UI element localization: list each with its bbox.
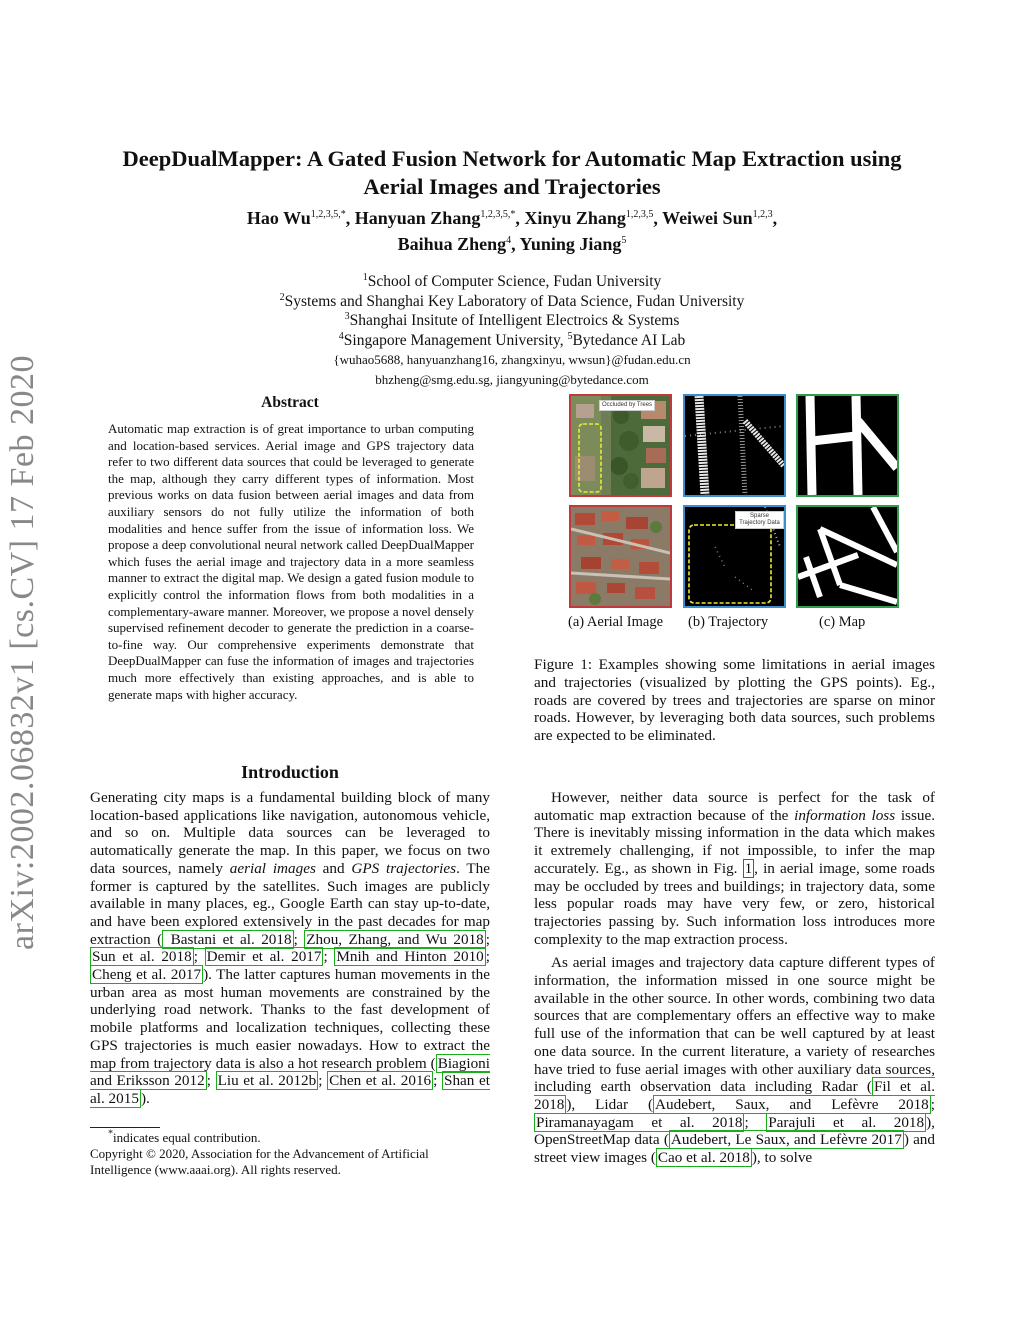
- citation-link[interactable]: Zhou, Zhang, and Wu 2018: [306, 930, 484, 948]
- citation-link[interactable]: Audebert, Le Saux, and Lefèvre 2017: [670, 1131, 902, 1149]
- citation-link[interactable]: Shan et al. 2015: [90, 1072, 490, 1107]
- paragraph: [534, 954, 935, 1166]
- citation-link[interactable]: Cheng et al. 2017: [92, 966, 202, 984]
- body-text: and: [315, 859, 352, 877]
- footnote: [90, 1130, 490, 1178]
- footnote-mark: *: [108, 1128, 113, 1140]
- author-name: , Hanyuan Zhang: [345, 208, 481, 228]
- citation-link[interactable]: Biagioni and Eriksson 2012: [90, 1054, 490, 1090]
- author-name: , Xinyu Zhang: [515, 208, 626, 228]
- figure-ref-link[interactable]: 1: [744, 859, 753, 877]
- separator: ;: [744, 1113, 767, 1131]
- body-text: issue. There is inevitably missing information in the data which makes it extremely challenging, if not impossible, to infer the map accurately. Eg., as shown in Fig.: [534, 806, 935, 877]
- title-line-1: DeepDualMapper: A Gated Fusion Network for Automatic Map Extraction using: [122, 146, 902, 171]
- separator: ;: [485, 930, 490, 948]
- trajectory-image-bottom: [683, 505, 786, 608]
- footnote-text: indicates equal contribution.: [113, 1130, 261, 1145]
- subcaption-b: (b) Trajectory: [688, 614, 769, 630]
- body-text: ) and street view images (: [534, 1131, 935, 1167]
- occluded-tag: Occluded by Trees: [599, 400, 655, 411]
- emphasis: information loss: [794, 806, 896, 824]
- arxiv-stamp: arXiv:2002.06832v1 [cs.CV] 17 Feb 2020: [4, 354, 41, 950]
- body-text: As aerial images and trajectory data capture different types of information, the information missed in one source might be available in the other source. In other words, combining two data sources that are complementary offers an effective way to make full use of the information that can be well captured by at least one data source. In the current literature, a variety of researches have tried to fuse aerial images with other auxiliary data sources, including earth observation data including Radar (: [534, 954, 935, 1096]
- author-affil-mark: 1,2,3: [752, 209, 773, 220]
- affiliation-line: School of Computer Science, Fudan University: [367, 273, 662, 290]
- body-text: ).: [140, 1089, 150, 1107]
- affiliation-line: Bytedance AI Lab: [572, 331, 686, 349]
- author-name: , Yuning Jiang: [511, 234, 622, 254]
- aerial-image-bottom: [569, 505, 672, 608]
- separator: ;: [206, 1072, 216, 1090]
- introduction-body: [90, 789, 490, 1108]
- email-line: {wuhao5688, hanyuanzhang16, zhangxinyu, wwsun}@fudan.edu.cn: [333, 352, 691, 367]
- separator: ;: [485, 948, 490, 966]
- citation-link[interactable]: Mnih and Hinton 2010: [336, 948, 484, 966]
- affil-mark: 5: [567, 330, 573, 342]
- paragraph: [534, 789, 935, 948]
- citation-link[interactable]: Liu et al. 2012b: [217, 1072, 317, 1090]
- separator: ;: [323, 948, 335, 966]
- citation-link[interactable]: Parajuli et al. 2018: [768, 1113, 925, 1131]
- affil-mark: 3: [344, 310, 350, 322]
- footnote-rule: [90, 1127, 160, 1128]
- citation-link[interactable]: Chen et al. 2016: [329, 1072, 432, 1090]
- affil-mark: 2: [279, 291, 285, 303]
- citation-link[interactable]: Piramanayagam et al. 2018: [536, 1113, 743, 1131]
- author-name: Hao Wu: [246, 208, 311, 228]
- affiliations: [80, 272, 944, 389]
- body-text: However, neither data source is perfect for the task of automatic map extraction because of the: [534, 789, 935, 824]
- author-affil-mark: 1,2,3,5,*: [480, 209, 516, 220]
- title-line-2: Aerial Images and Trajectories: [363, 174, 661, 199]
- author-name: Baihua Zheng: [397, 234, 507, 254]
- body-text: . The former is captured by the satellites. Such images are publicly available in many places, eg., Google Earth can stay up-to-date, and have been explored extensively in the past decades for map extraction (: [90, 859, 490, 948]
- body-text: Generating city maps is a fundamental building block of many location-based applications like navigation, autonomous vehicle, and so on. Multiple data sources can be leveraged to automatically generate the map. In this paper, we focus on two data sources, namely: [90, 789, 490, 877]
- author-affil-mark: 4: [506, 235, 512, 246]
- author-affil-mark: 1,2,3,5: [625, 209, 654, 220]
- sparse-tag: Sparse Trajectory Data: [735, 511, 784, 529]
- affiliation-line: Shanghai Insitute of Intelligent Electroics & Systems: [349, 312, 680, 329]
- affil-mark: 1: [362, 271, 368, 283]
- citation-link[interactable]: Sun et al. 2018: [92, 948, 192, 966]
- emphasis: GPS trajectories: [351, 859, 457, 877]
- author-name: , Weiwei Sun: [653, 208, 753, 228]
- citation-link[interactable]: Cao et al. 2018: [657, 1149, 750, 1167]
- body-text: ), to solve: [751, 1149, 813, 1167]
- author-affil-mark: 1,2,3,5,*: [310, 209, 346, 220]
- aerial-image-top: [569, 394, 672, 497]
- body-text: ), OpenStreetMap data (: [534, 1113, 935, 1149]
- separator: ;: [318, 1072, 328, 1090]
- abstract-heading: Abstract: [261, 394, 319, 411]
- body-text: ), Lidar (: [566, 1095, 654, 1113]
- trajectory-image-top: [683, 394, 786, 497]
- introduction-heading: Introduction: [241, 762, 339, 782]
- affiliation-line: Systems and Shanghai Key Laboratory of Data Science, Fudan University: [284, 292, 745, 310]
- separator: ;: [193, 948, 205, 966]
- paper-title: [80, 145, 944, 201]
- map-image-top: [796, 394, 899, 497]
- author-affil-mark: 5: [621, 235, 627, 246]
- body-text: , in aerial image, some roads may be occluded by trees and buildings; in trajectory data, some less popular roads may have very few, or zero, historical trajectories passing by. Such information loss introduces more complexity to the map extraction process.: [534, 859, 935, 948]
- email-line: bhzheng@smg.edu.sg, jiangyuning@bytedance.com: [375, 371, 649, 387]
- abstract-body: Automatic map extraction is of great importance to urban computing and location-based services. Aerial image and GPS trajectory data refer to two different data sources that could be leveraged to generate the map, although they carry different types of information. Most previous works on data fusion between aerial images and data from auxiliary sensors do not fully utilize the information of both modalities and hence suffer from the issue of information loss. We propose a deep convolutional neural network called DeepDualMapper which fuses the aerial image and trajectory data in a more seamless manner to extract the digital map. We design a gated fusion module to explicitly control the information flows from both modalities in a complementary-aware manner. Moreover, we propose a novel densely supervised refinement decoder to generate the prediction in a coarse-to-fine way. Our comprehensive experiments demonstrate that DeepDualMapper can fuse the information of images and trajectories much more effectively than existing approaches, and is able to generate maps with higher accuracy.: [108, 421, 474, 702]
- affil-mark: 4: [338, 330, 344, 342]
- citation-link[interactable]: Audebert, Saux, and Lefèvre 2018: [655, 1095, 929, 1113]
- copyright-notice: Copyright © 2020, Association for the Advancement of Artificial Intelligence (www.aaai.org). All rights reserved.: [90, 1146, 429, 1177]
- right-column-body: [534, 789, 935, 1173]
- separator: ;: [930, 1095, 935, 1113]
- author-list: [80, 205, 944, 257]
- citation-link[interactable]: Fil et al. 2018: [534, 1078, 935, 1113]
- emphasis: aerial images: [229, 859, 316, 877]
- author-separator: ,: [772, 208, 778, 228]
- figure-caption: Figure 1: Examples showing some limitations in aerial images and trajectories (visualized by plotting the GPS points). Eg., roads are covered by trees and trajectories are sparse on minor roads. However, by leveraging both data sources, such problems are expected to be eliminated.: [534, 656, 935, 745]
- separator: ;: [293, 930, 305, 948]
- map-image-bottom: [796, 505, 899, 608]
- body-text: ). The latter captures human movements in the urban area as most human movements are constrained by the underlying road network. Thanks to the fast development of mobile platforms and localization techniques, collecting these GPS trajectories is much easier nowadays. How to extract the map from trajectory data is also a hot research problem (: [90, 966, 490, 1072]
- figure-1: [568, 393, 902, 611]
- affiliation-line: Singapore Management University,: [343, 331, 568, 349]
- subcaption-a: (a) Aerial Image: [568, 614, 664, 630]
- subcaption-c: (c) Map: [819, 614, 866, 630]
- separator: ;: [433, 1072, 443, 1090]
- citation-link[interactable]: Demir et al. 2017: [206, 948, 322, 966]
- citation-link[interactable]: Bastani et al. 2018: [164, 930, 292, 948]
